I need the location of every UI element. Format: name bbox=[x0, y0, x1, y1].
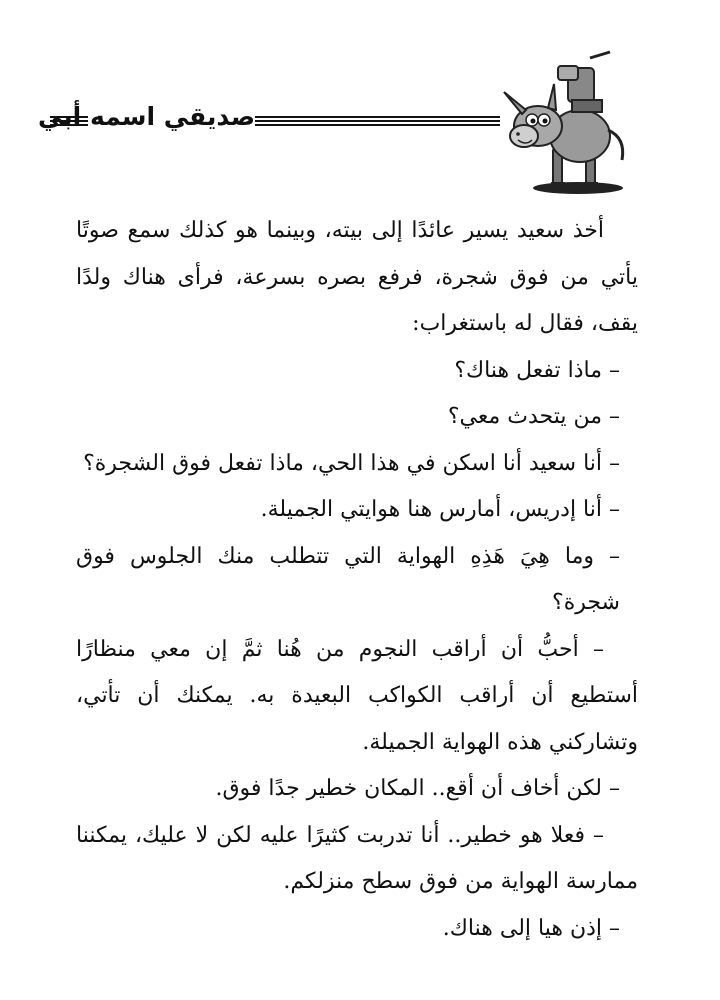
dialogue-line: – ماذا تفعل هناك؟ bbox=[454, 357, 620, 383]
dialogue-paragraph: – أحبُّ أن أراقب النجوم من هُنا ثمَّ إن معي منظارًا أستطيع أن أراقب الكواكب البعيدة به. يمكنك أن تأتي، وتشاركني هذه الهواية الجميلة. bbox=[76, 636, 638, 755]
chapter-header bbox=[37, 78, 660, 198]
dialogue-line: – إذن هيا إلى هناك. bbox=[442, 915, 620, 941]
dialogue-line: – أنا إدريس، أمارس هنا هوايتي الجميلة. bbox=[260, 497, 620, 522]
header-rule-right bbox=[255, 116, 500, 128]
donkey-with-telescope-illustration bbox=[498, 48, 638, 198]
dialogue-line: – لكن أخاف أن أقع.. المكان خطير جدًا فوق. bbox=[215, 776, 620, 801]
dialogue-paragraph: – فعلا هو خطير.. أنا تدربت كثيرًا عليه لكن لا عليك، يمكننا ممارسة الهواية من فوق سطح منزلكم. bbox=[76, 822, 638, 894]
story-text bbox=[76, 208, 638, 952]
chapter-title: صديقي اسمه أبي bbox=[37, 102, 255, 131]
dialogue-line: – من يتحدث معي؟ bbox=[447, 404, 620, 429]
story-paragraph: أخذ سعيد يسير عائدًا إلى بيته، وبينما هو كذلك سمع صوتًا يأتي من فوق شجرة، فرفع بصره بسرعة، فرأى هناك ولدًا يقف، فقال له باستغراب: bbox=[76, 218, 638, 336]
dialogue-line: – وما هِيَ هَذِهِ الهواية التي تتطلب منك الجلوس فوق شجرة؟ bbox=[76, 543, 620, 615]
dialogue-line: – أنا سعيد أنا اسكن في هذا الحي، ماذا تفعل فوق الشجرة؟ bbox=[83, 450, 620, 476]
